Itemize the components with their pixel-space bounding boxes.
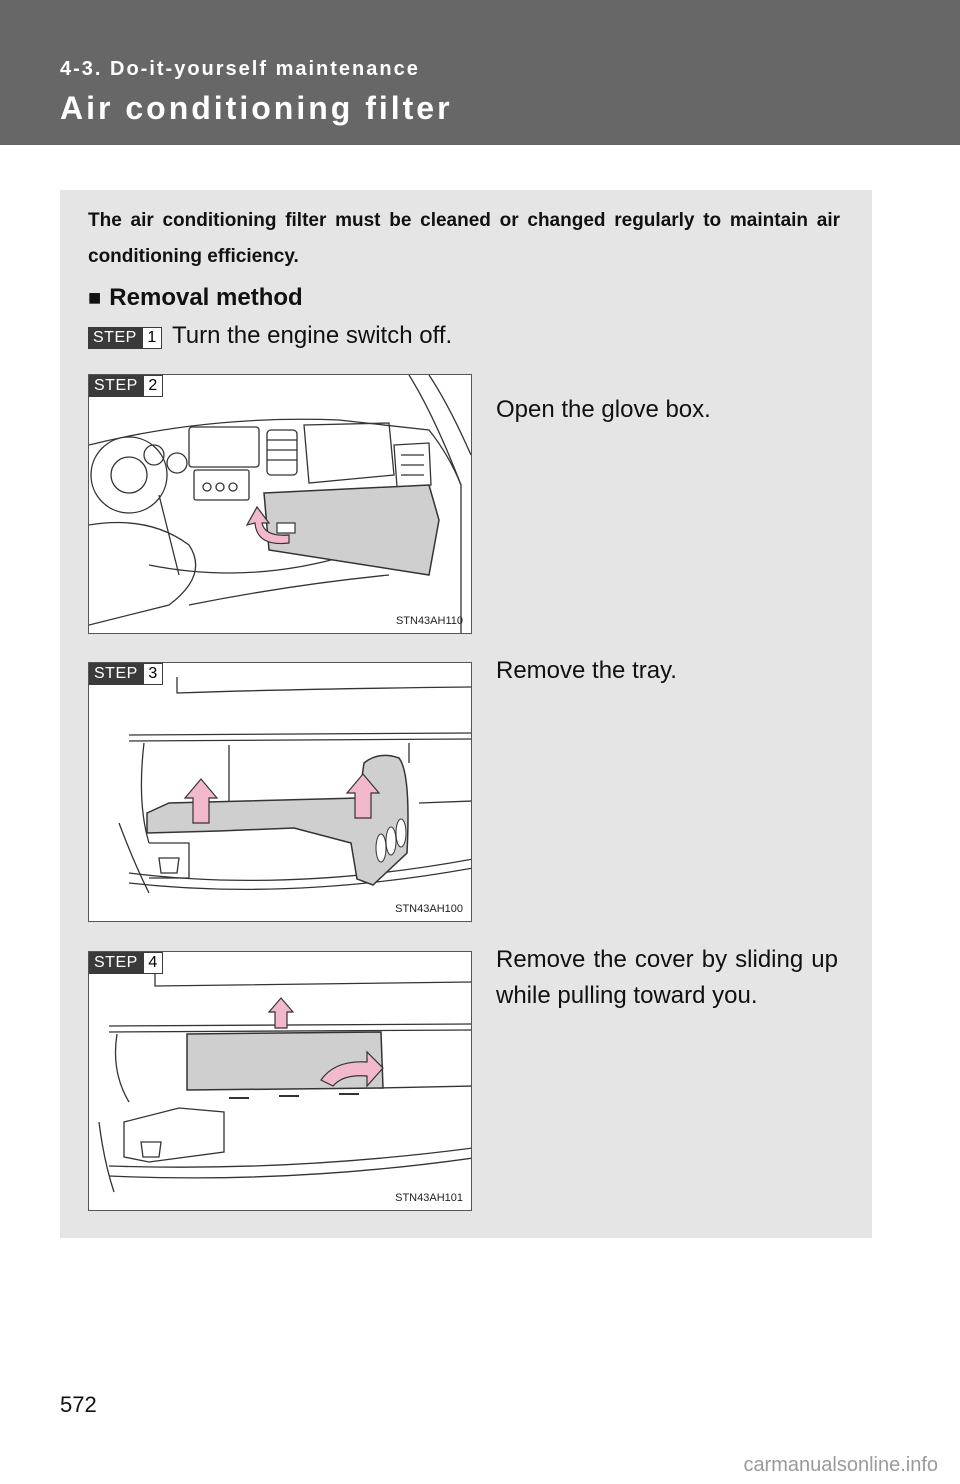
square-bullet-icon: ■ bbox=[88, 285, 102, 310]
glove-box-drawing bbox=[89, 375, 472, 634]
step-2-badge bbox=[89, 375, 163, 397]
step-number: 3 bbox=[143, 663, 163, 685]
step-label: STEP bbox=[89, 952, 143, 974]
step-3-text: Remove the tray. bbox=[496, 657, 677, 684]
tray-drawing bbox=[89, 663, 472, 922]
step-label: STEP bbox=[89, 663, 143, 685]
step-label: STEP bbox=[88, 327, 142, 349]
step-1-text: Turn the engine switch off. bbox=[172, 322, 453, 349]
step-label: STEP bbox=[89, 375, 143, 397]
page-title: Air conditioning filter bbox=[60, 90, 453, 126]
illustration-code: STN43AH110 bbox=[395, 615, 463, 627]
illustration-code: STN43AH100 bbox=[395, 903, 463, 915]
watermark-link[interactable]: carmanualsonline.info bbox=[743, 1454, 938, 1476]
illustration-code: STN43AH101 bbox=[395, 1192, 463, 1204]
step-3-illustration bbox=[88, 662, 472, 922]
intro-paragraph: The air conditioning filter must be cleaned or changed regularly to maintain air conditioning efficiency. bbox=[88, 210, 840, 267]
step-4-illustration bbox=[88, 951, 472, 1211]
step-number: 1 bbox=[142, 327, 162, 349]
step-2-illustration bbox=[88, 374, 472, 634]
step-4-text: Remove the cover by sliding up while pulling toward you. bbox=[496, 946, 838, 1009]
step-4-badge bbox=[89, 952, 163, 974]
step-3-badge bbox=[89, 663, 163, 685]
step-number: 4 bbox=[143, 952, 163, 974]
step-2-text: Open the glove box. bbox=[496, 396, 711, 423]
removal-method-heading bbox=[88, 284, 303, 312]
page-number: 572 bbox=[60, 1392, 97, 1417]
step-1-badge bbox=[88, 327, 162, 349]
page-header bbox=[0, 0, 960, 145]
step-number: 2 bbox=[143, 375, 163, 397]
section-label: 4-3. Do-it-yourself maintenance bbox=[60, 58, 420, 80]
removal-method-label: Removal method bbox=[109, 284, 303, 311]
cover-drawing bbox=[89, 952, 472, 1211]
